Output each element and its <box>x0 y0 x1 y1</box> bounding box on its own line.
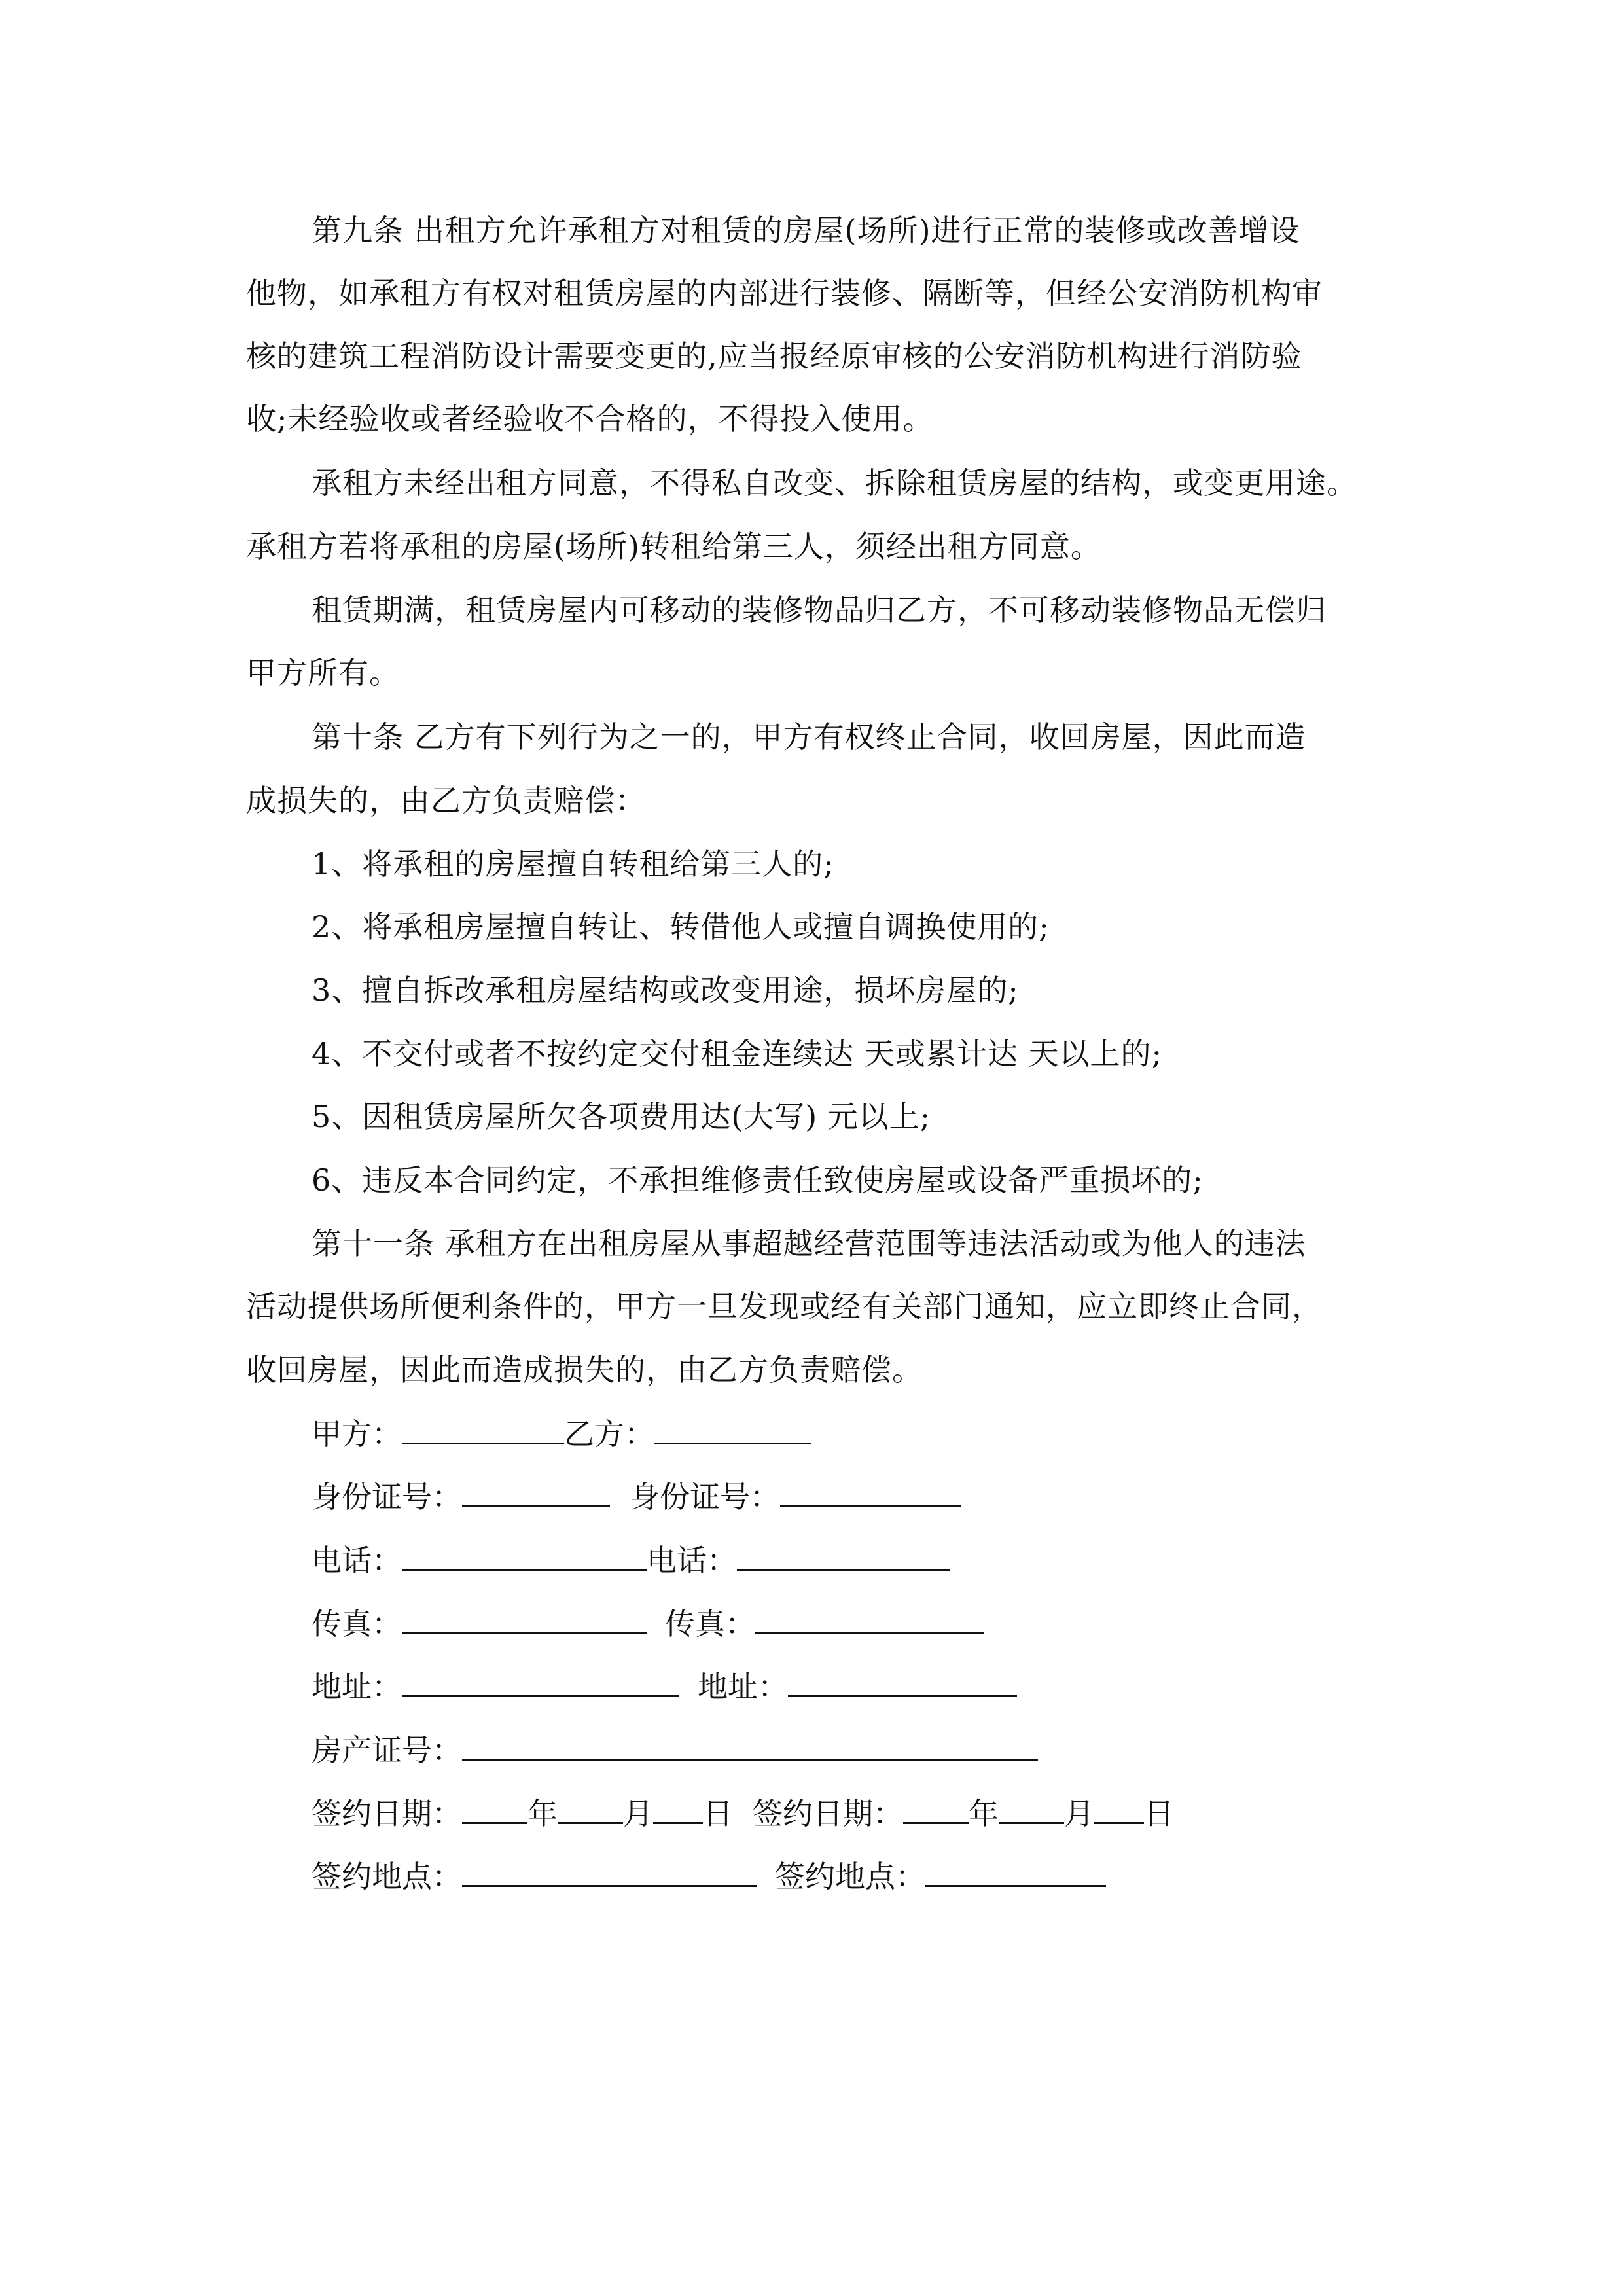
list-item-3: 3、擅自拆改承租房屋结构或改变用途，损坏房屋的; <box>312 973 1019 1008</box>
article-9-line-2: 他物，如承租方有权对租赁房屋的内部进行装修、隔断等，但经公安消防机构审 <box>246 276 1323 311</box>
id-b-field[interactable] <box>780 1477 961 1507</box>
sign-date-b-label: 签约日期： <box>753 1796 903 1831</box>
sign-date-b-month-field[interactable] <box>999 1793 1064 1824</box>
property-cert-label: 房产证号： <box>312 1732 462 1768</box>
sign-place-a-label: 签约地点： <box>312 1859 462 1894</box>
month-label: 月 <box>623 1796 653 1831</box>
party-a-field[interactable] <box>402 1414 564 1444</box>
sign-date-a-month-field[interactable] <box>558 1793 623 1824</box>
address-a-label: 地址： <box>312 1669 402 1704</box>
fax-a-field[interactable] <box>402 1604 647 1634</box>
list-item-4: 4、不交付或者不按约定交付租金连续达 天或累计达 天以上的; <box>312 1036 1163 1071</box>
address-row <box>312 1666 1017 1706</box>
party-b-field[interactable] <box>654 1414 812 1444</box>
party-row <box>312 1414 812 1454</box>
year-label: 年 <box>969 1796 999 1831</box>
party-a-label: 甲方： <box>312 1416 402 1452</box>
fax-a-label: 传真： <box>312 1606 402 1641</box>
article-10-line-1: 第十条 乙方有下列行为之一的，甲方有权终止合同，收回房屋，因此而造 <box>312 719 1306 755</box>
phone-a-label: 电话： <box>312 1543 402 1578</box>
phone-a-field[interactable] <box>402 1540 647 1571</box>
fax-b-field[interactable] <box>755 1604 984 1634</box>
sign-place-b-field[interactable] <box>925 1856 1106 1887</box>
phone-b-field[interactable] <box>737 1540 950 1571</box>
sign-date-row <box>312 1793 1174 1833</box>
phone-b-label: 电话： <box>647 1543 737 1578</box>
day-label: 日 <box>1144 1796 1174 1831</box>
article-11-line-3: 收回房屋，因此而造成损失的，由乙方负责赔偿。 <box>246 1352 923 1388</box>
id-a-label: 身份证号： <box>312 1479 462 1515</box>
sign-place-row <box>312 1856 1106 1896</box>
address-b-label: 地址： <box>698 1669 788 1704</box>
fax-row <box>312 1604 984 1643</box>
day-label: 日 <box>703 1796 733 1831</box>
article-9-line-3: 核的建筑工程消防设计需要变更的,应当报经原审核的公安消防机构进行消防验 <box>246 338 1302 374</box>
fax-b-label: 传真： <box>665 1606 755 1641</box>
article-9-line-4: 收;未经验收或者经验收不合格的，不得投入使用。 <box>246 401 934 437</box>
article-10-line-2: 成损失的，由乙方负责赔偿： <box>246 783 646 818</box>
year-label: 年 <box>527 1796 558 1831</box>
sign-date-a-label: 签约日期： <box>312 1796 462 1831</box>
sign-date-a-day-field[interactable] <box>653 1793 703 1824</box>
phone-row <box>312 1540 950 1580</box>
month-label: 月 <box>1064 1796 1094 1831</box>
property-cert-row <box>312 1730 1038 1770</box>
article-11-line-1: 第十一条 承租方在出租房屋从事超越经营范围等违法活动或为他人的违法 <box>312 1226 1306 1261</box>
id-a-field[interactable] <box>462 1477 610 1507</box>
list-item-5: 5、因租赁房屋所欠各项费用达(大写) 元以上; <box>312 1099 931 1134</box>
paragraph-lease-end-line-1: 租赁期满，租赁房屋内可移动的装修物品归乙方，不可移动装修物品无偿归 <box>312 592 1327 628</box>
id-row <box>312 1477 961 1516</box>
property-cert-field[interactable] <box>462 1730 1038 1761</box>
article-11-line-2: 活动提供场所便利条件的，甲方一旦发现或经有关部门通知，应立即终止合同， <box>246 1289 1323 1324</box>
paragraph-modification-line-1: 承租方未经出租方同意，不得私自改变、拆除租赁房屋的结构，或变更用途。 <box>312 465 1357 501</box>
list-item-6: 6、违反本合同约定，不承担维修责任致使房屋或设备严重损坏的; <box>312 1162 1204 1198</box>
party-b-label: 乙方： <box>564 1416 654 1452</box>
sign-place-b-label: 签约地点： <box>775 1859 925 1894</box>
sign-date-b-year-field[interactable] <box>903 1793 969 1824</box>
list-item-2: 2、将承租房屋擅自转让、转借他人或擅自调换使用的; <box>312 909 1050 944</box>
list-item-1: 1、将承租的房屋擅自转租给第三人的; <box>312 846 834 882</box>
address-b-field[interactable] <box>788 1666 1017 1697</box>
address-a-field[interactable] <box>402 1666 679 1697</box>
sign-date-b-day-field[interactable] <box>1094 1793 1144 1824</box>
paragraph-modification-line-2: 承租方若将承租的房屋(场所)转租给第三人，须经出租方同意。 <box>246 529 1101 564</box>
article-9-line-1: 第九条 出租方允许承租方对租赁的房屋(场所)进行正常的装修或改善增设 <box>312 213 1300 248</box>
sign-date-a-year-field[interactable] <box>462 1793 527 1824</box>
id-b-label: 身份证号： <box>630 1479 780 1515</box>
sign-place-a-field[interactable] <box>462 1856 757 1887</box>
paragraph-lease-end-line-2: 甲方所有。 <box>246 655 400 691</box>
